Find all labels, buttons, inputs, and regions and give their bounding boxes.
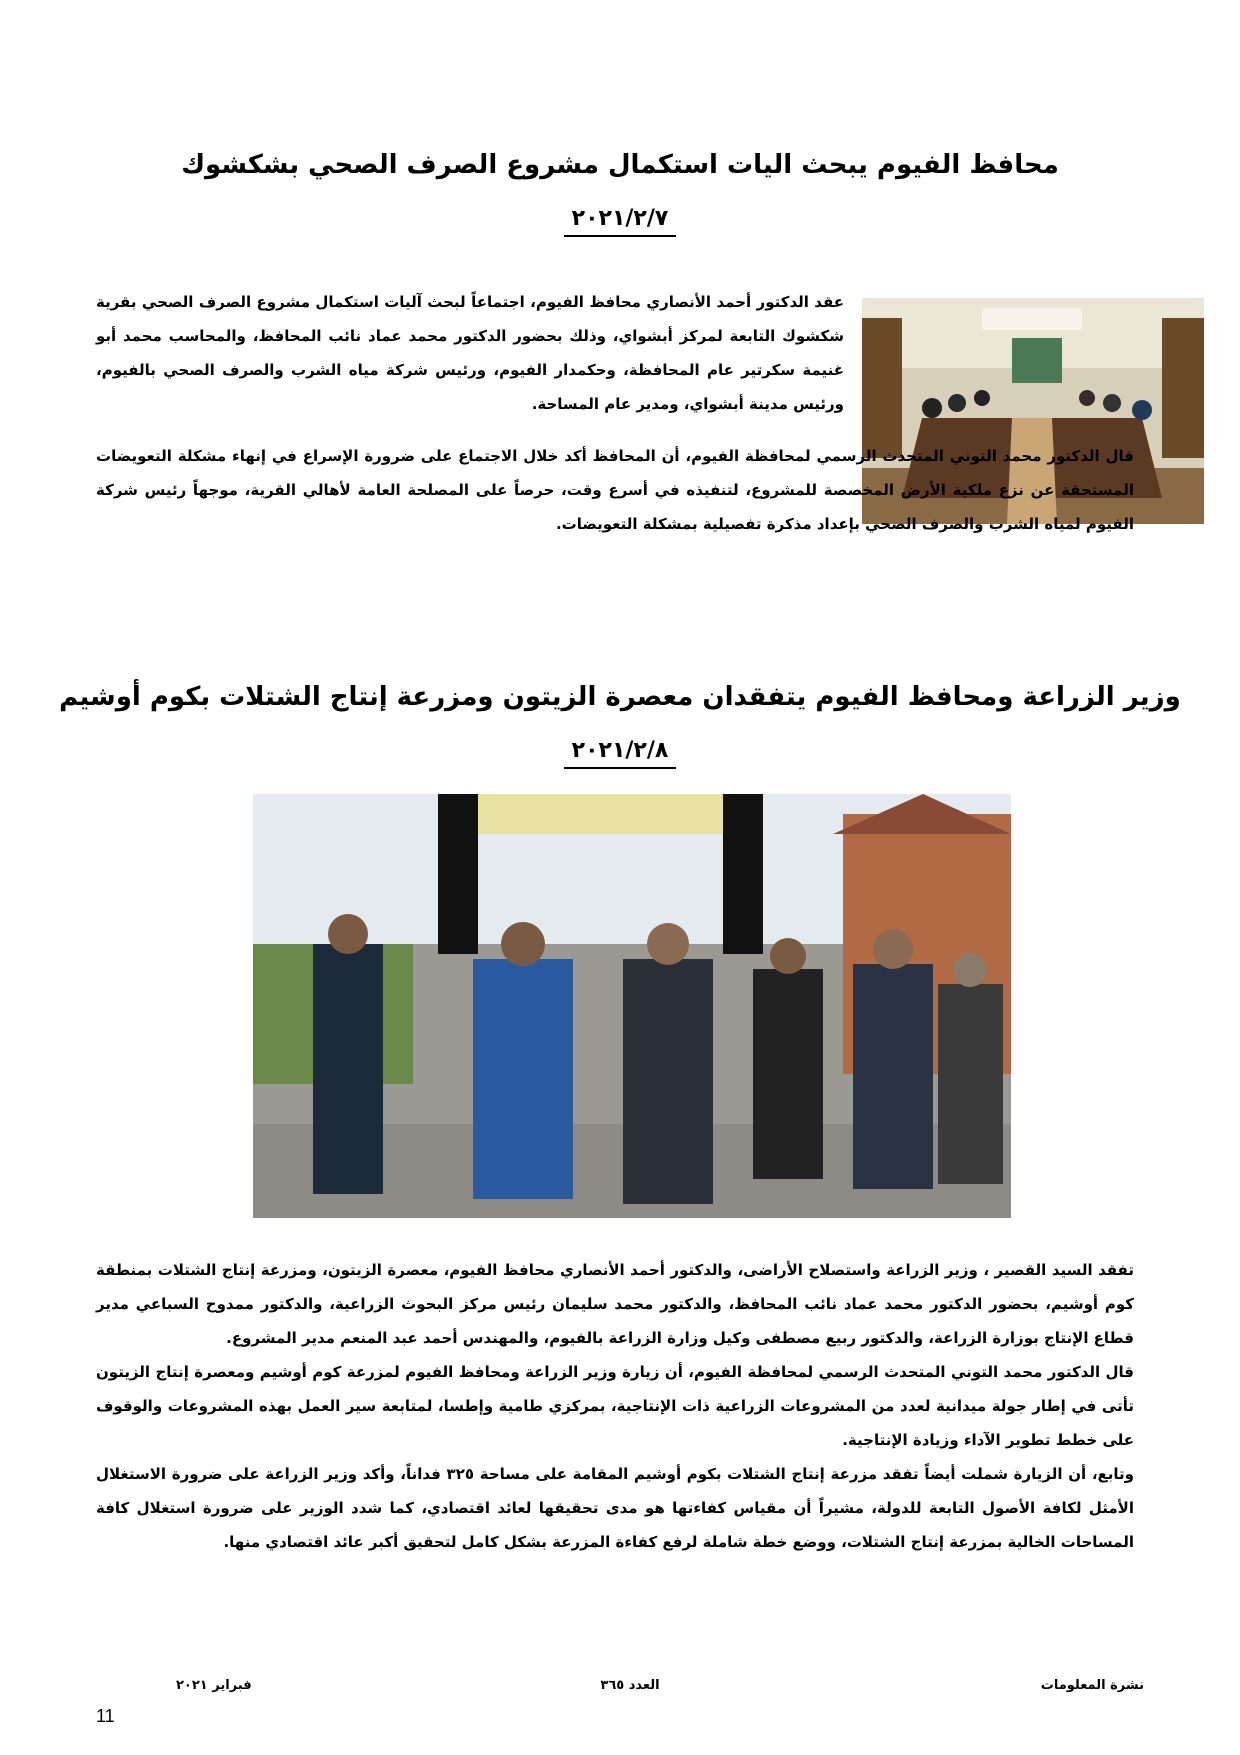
article-2-paragraph-1: تفقد السيد القصير ، وزير الزراعة واستصلاح الأراضى، والدكتور أحمد الأنصاري محافظ الفيوم، معصرة الزيتون، ومزرعة إنتاج الشتلات بمنطقة كوم أوشيم، بحضور الدكتور محمد عماد نائب المحافظ، والدكتور محمد سليمان رئيس مركز البحوث الزراعية، والدكتور ممدوح السباعي مدير قطاع الإنتاج بوزارة الزراعة، والدكتور ربيع مصطفى وكيل وزارة الزراعة بالفيوم، والمهندس أحمد عبد المنعم مدير المشروع. (96, 1261, 1134, 1347)
article-1-date-text: ٢٠٢١/٢/٧ (564, 206, 677, 237)
footer-issue: العدد ٣٦٥ (600, 1678, 660, 1693)
page-number: 11 (96, 1706, 115, 1726)
footer-publication: نشرة المعلومات (1040, 1678, 1144, 1693)
article-2-paragraph-3: وتابع، أن الزيارة شملت أيضاً تفقد مزرعة إنتاج الشتلات بكوم أوشيم المقامة على مساحة ٣٢٥ فداناً، وأكد وزير الزراعة على ضرورة الاستغلال الأمثل لكافة الأصول التابعة للدولة، مشيراً أن مقياس كفاءتها هو مدى تحقيقها لعائد اقتصادي، كما شدد الوزير على ضرورة استغلال كافة المساحات الخالية بمزرعة إنتاج الشتلات، ووضع خطة شاملة لرفع كفاءة المزرعة بشكل كامل لتحقيق أكبر عائد اقتصادي منها. (96, 1465, 1134, 1551)
article-1-date (0, 206, 1240, 231)
field-visit-photo (253, 794, 1011, 1218)
article-1-title: محافظ الفيوم يبحث اليات استكمال مشروع الصرف الصحي بشكشوك (181, 150, 1059, 180)
article-1-paragraph-2-text: قال الدكتور محمد التوني المتحدث الرسمي لمحافظة الفيوم، أن المحافظ أكد خلال الاجتماع على ضرورة الإسراع في إنهاء مشكلة التعويضات المستحقة عن نزع ملكية الأرض المخصصة للمشروع، لتنفيذه في أسرع وقت، حرصاً على المصلحة العامة لأهالي القرية، موجهاً رئيس شركة الفيوم لمياه الشرب والصرف الصحي بإعداد مذكرة تفصيلية بمشكلة التعويضات. (96, 447, 1134, 533)
article-2-date (0, 738, 1240, 763)
article-2-title: وزير الزراعة ومحافظ الفيوم يتفقدان معصرة الزيتون ومزرعة إنتاج الشتلات بكوم أوشيم (59, 682, 1181, 712)
article-1-paragraph-1: عقد الدكتور أحمد الأنصاري محافظ الفيوم، اجتماعاً لبحث آليات استكمال مشروع الصرف الصحي بقرية شكشوك التابعة لمركز أبشواي، وذلك بحضور الدكتور محمد عماد نائب المحافظ، والمحاسب محمد أبو غنيمة سكرتير عام المحافظة، وحكمدار الفيوم، ورئيس شركة مياه الشرب والصرف الصحي بالفيوم، ورئيس مدينة أبشواي، ومدير عام المساحة. (96, 293, 844, 413)
article-1-paragraph-2 (96, 439, 1134, 541)
footer-date: فبراير ٢٠٢١ (176, 1678, 252, 1693)
article-2-date-text: ٢٠٢١/٢/٨ (564, 738, 677, 769)
article-2-paragraph-2: قال الدكتور محمد التوني المتحدث الرسمي لمحافظة الفيوم، أن زيارة وزير الزراعة ومحافظ الفيوم لمزرعة كوم أوشيم ومعصرة إنتاج الزيتون تأتى في إطار جولة ميدانية لعدد من المشروعات الزراعية ذات الإنتاجية، بمركزي طامية وإطسا، لمتابعة سير العمل بهذه المشروعات والوقوف على خطط تطوير الآداء وزيادة الإنتاجية. (96, 1363, 1134, 1449)
